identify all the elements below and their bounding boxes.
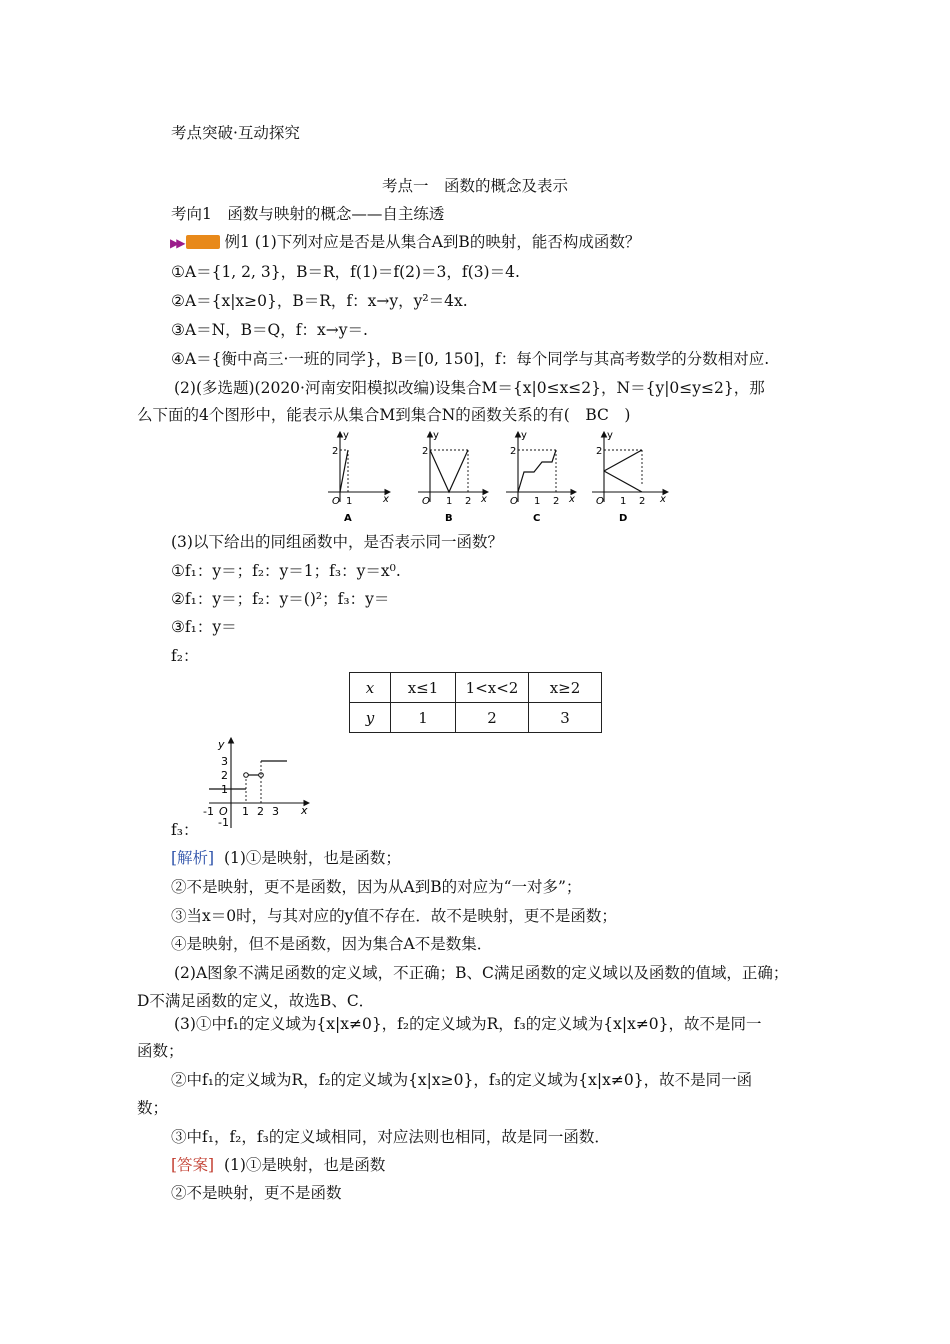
f2-label: f₂： bbox=[171, 647, 199, 665]
table-cell: 3 bbox=[529, 703, 602, 733]
answer-line-2: ②不是映射，更不是函数 bbox=[171, 1184, 342, 1202]
analysis-tag: [解析] bbox=[171, 849, 215, 867]
graph-d-label: D bbox=[619, 513, 628, 524]
graph-a-x-tick: 1 bbox=[346, 496, 353, 507]
q3-item-3: ③f₁：y＝ bbox=[171, 618, 237, 636]
analysis-line-3: ③当x＝0时，与其对应的y值不存在．故不是映射，更不是函数； bbox=[171, 907, 617, 925]
graph-b-x-tick-1: 1 bbox=[446, 496, 453, 507]
analysis-line-10: 数； bbox=[137, 1099, 169, 1117]
analysis-line-9: ②中f₁的定义域为R，f₂的定义域为{x|x≥0}，f₃的定义域为{x|x≠0}，故不是同一函 bbox=[171, 1071, 753, 1089]
graph-a-label: A bbox=[344, 513, 352, 524]
table-cell: 2 bbox=[456, 703, 529, 733]
q1-item-2: ②A＝{x|x≥0}，B＝R，f：x→y，y²＝4x. bbox=[171, 292, 468, 310]
graph-a-y-axis: y bbox=[343, 430, 349, 441]
step-y-axis: y bbox=[218, 738, 225, 751]
graph-c-x-tick-1: 1 bbox=[534, 496, 541, 507]
step-x-tick-2: 2 bbox=[257, 805, 264, 818]
double-arrow-icon: ▶▶ bbox=[170, 236, 183, 250]
graph-c-y-tick: 2 bbox=[510, 446, 517, 457]
analysis-line-11: ③中f₁，f₂，f₃的定义域相同，对应法则也相同，故是同一函数． bbox=[171, 1128, 610, 1146]
graph-b bbox=[418, 430, 488, 524]
graph-b-x-axis: x bbox=[481, 494, 487, 505]
analysis-line-2: ②不是映射，更不是函数，因为从A到B的对应为“一对多”； bbox=[171, 878, 582, 896]
function-table bbox=[349, 672, 602, 733]
question-1-intro: (1)下列对应是否是从集合A到B的映射，能否构成函数？ bbox=[254, 233, 641, 251]
graph-d-x-tick-1: 1 bbox=[620, 496, 627, 507]
f3-label: f₃： bbox=[171, 821, 199, 839]
q1-item-4: ④A＝{衡中高三·一班的同学}，B＝[0, 150]，f：每个同学与其高考数学的分数相对应. bbox=[171, 350, 770, 368]
graph-b-y-axis: y bbox=[433, 430, 439, 441]
graph-b-label: B bbox=[445, 513, 453, 524]
table-row bbox=[350, 703, 602, 733]
answer-text: (1)①是映射，也是函数 bbox=[223, 1156, 386, 1174]
graph-d-x-axis: x bbox=[660, 494, 666, 505]
analysis-line-7: (3)①中f₁的定义域为{x|x≠0}，f₂的定义域为R，f₃的定义域为{x|x≠0}，故不是同一 bbox=[174, 1015, 762, 1033]
analysis-line-8: 函数； bbox=[137, 1042, 184, 1060]
table-row bbox=[350, 673, 602, 703]
table-header-cell: x≤1 bbox=[391, 673, 456, 703]
graph-c bbox=[506, 430, 576, 524]
example-tag bbox=[186, 235, 220, 249]
step-function-graph bbox=[195, 734, 315, 832]
graph-a-y-tick: 2 bbox=[332, 446, 339, 457]
graph-a-x-axis: x bbox=[383, 494, 389, 505]
section-title: 考点突破·互动探究 bbox=[171, 124, 300, 142]
analysis-line-6: D不满足函数的定义，故选B、C． bbox=[137, 992, 375, 1010]
table-cell: 1 bbox=[391, 703, 456, 733]
graph-d-y-axis: y bbox=[607, 430, 613, 441]
graph-c-x-axis: x bbox=[569, 494, 575, 505]
table-header-cell: x bbox=[350, 673, 391, 703]
table-cell: y bbox=[350, 703, 391, 733]
step-y-tick-neg1: -1 bbox=[218, 816, 229, 829]
graph-c-y-axis: y bbox=[521, 430, 527, 441]
graph-c-origin: O bbox=[510, 496, 518, 507]
example-label: 例1 bbox=[224, 233, 250, 251]
q3-item-1: ①f₁：y＝；f₂：y＝1；f₃：y＝x⁰. bbox=[171, 562, 401, 580]
answer-tag: [答案] bbox=[171, 1156, 215, 1174]
graph-d-y-tick: 2 bbox=[596, 446, 603, 457]
q2-line-1: (2)(多选题)(2020·河南安阳模拟改编)设集合M＝{x|0≤x≤2}，N＝{y|0≤y≤2}，那 bbox=[174, 379, 765, 397]
analysis-text: (1)①是映射，也是函数； bbox=[223, 849, 401, 867]
analysis-line-4: ④是映射，但不是函数，因为集合A不是数集． bbox=[171, 935, 493, 953]
graph-c-x-tick-2: 2 bbox=[553, 496, 560, 507]
graph-a-origin: O bbox=[332, 496, 340, 507]
graph-b-origin: O bbox=[422, 496, 430, 507]
step-origin: O bbox=[219, 805, 228, 818]
table-header-cell: x≥2 bbox=[529, 673, 602, 703]
step-y-tick-1: 1 bbox=[221, 783, 228, 796]
example-line bbox=[170, 232, 640, 253]
step-x-tick-3: 3 bbox=[272, 805, 279, 818]
q1-item-3: ③A＝N，B＝Q，f：x→y＝. bbox=[171, 321, 368, 339]
step-x-tick-1: 1 bbox=[242, 805, 249, 818]
subtopic-title: 考向1 函数与映射的概念——自主练透 bbox=[171, 205, 445, 223]
graph-d-x-tick-2: 2 bbox=[639, 496, 646, 507]
q3-item-2: ②f₁：y＝；f₂：y＝()²；f₃：y＝ bbox=[171, 590, 390, 608]
graph-d-origin: O bbox=[596, 496, 604, 507]
step-y-tick-3: 3 bbox=[221, 755, 228, 768]
graph-b-x-tick-2: 2 bbox=[465, 496, 472, 507]
q3-intro: (3)以下给出的同组函数中，是否表示同一函数？ bbox=[171, 533, 503, 551]
q1-item-1: ①A＝{1, 2, 3}，B＝R，f(1)＝f(2)＝3，f(3)＝4. bbox=[171, 263, 520, 281]
topic-title: 考点一 函数的概念及表示 bbox=[381, 177, 568, 195]
step-y-tick-2: 2 bbox=[221, 769, 228, 782]
graph-a bbox=[328, 430, 390, 524]
analysis-line-5: (2)A图象不满足函数的定义域，不正确；B、C满足函数的定义域以及函数的值域，正确； bbox=[174, 964, 789, 982]
graph-b-y-tick: 2 bbox=[422, 446, 429, 457]
step-x-axis: x bbox=[301, 804, 308, 817]
table-header-cell: 1<x<2 bbox=[456, 673, 529, 703]
graph-c-label: C bbox=[533, 513, 541, 524]
q2-line-2: 么下面的4个图形中，能表示从集合M到集合N的函数关系的有( BC ) bbox=[137, 406, 631, 424]
analysis-line-1 bbox=[171, 848, 401, 868]
answer-line-1 bbox=[171, 1155, 385, 1175]
option-graphs bbox=[310, 428, 682, 526]
step-x-tick-neg1: -1 bbox=[203, 805, 214, 818]
graph-d bbox=[592, 430, 668, 524]
